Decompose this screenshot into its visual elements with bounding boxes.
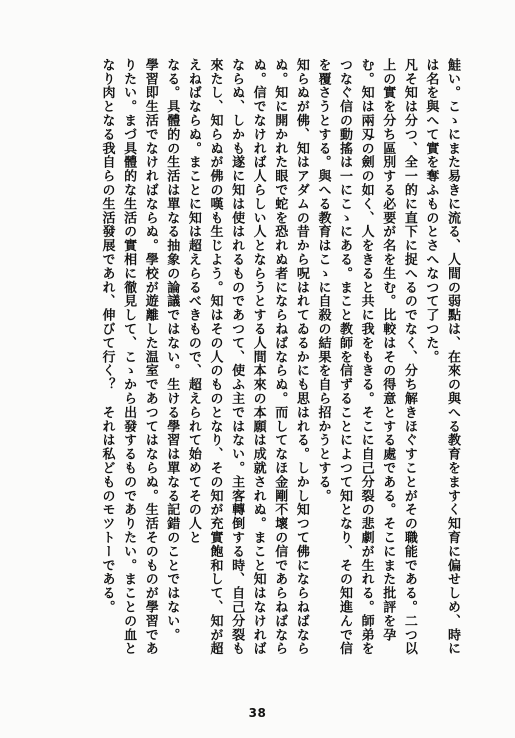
paragraph: 凡そ知は分つ、全一的に直下に捉へるのでなく、分ち解きほぐすことがその職能である。二つ以上の實を分ち區別する必要が名を生む。比較はその得意とする處である。そこにまた批評を孕む。知は兩刄の劍の如く、人をきると共に我をもきる。そこに自己分裂の悲劇が生れる。師弟をつなぐ信の動搖は一にこゝにある。まこと教師を信ずることによつて知となり、その知進んで信を覆さうとする。與へる教育はこゝに自殺の結果を自ら招かうとする。 xyxy=(315,58,417,656)
paragraph: 學習即生活でなければならぬ。學校が遊離した温室であつてはならぬ。生活そのものが學習でありたい。まづ具體的な生活の實相に徹見して、こゝから出發するものでありたい。まことの血となり肉となる我自らの生活發展であれ、伸びて行く？ それは私どものモツトーである。 xyxy=(99,58,158,656)
page-number: 38 xyxy=(248,706,267,720)
paragraph: 知らぬが佛、知はアダムの昔から呪はれてゐるかにも思はれる。しかし知つて佛にならねばならぬ。知に開かれた眼で蛇を恐れぬ者にならねばならぬ。而してなほ金剛不壞の信であらねばならぬ。信でなければ人らしい人とならうとする人間本來の本願は成就されぬ。まこと知はなければならぬ、しかも遂に知は使はれるものであつて、使ふ主ではない。主客轉倒する時、自己分裂も來たし、知らぬが佛の嘆も生じよう。知はその人のものとなり、その知が充實飽和して、知が超えねばならぬ。まことに知は超えらるべきもので、超えられて始めてその人と xyxy=(185,58,309,656)
paragraph: 鮭い。こゝにまた易きに流る、人間の弱點は、在來の與へる教育をますく知育に偏せしめ、時には名を與へて實を奪ふものとさへなつて了つた。 xyxy=(423,58,460,656)
paragraph: なる。具體的の生活は單なる抽象の論議ではない。生ける學習は單なる記錯のことではない。 xyxy=(164,58,180,642)
body-text xyxy=(43,58,463,668)
